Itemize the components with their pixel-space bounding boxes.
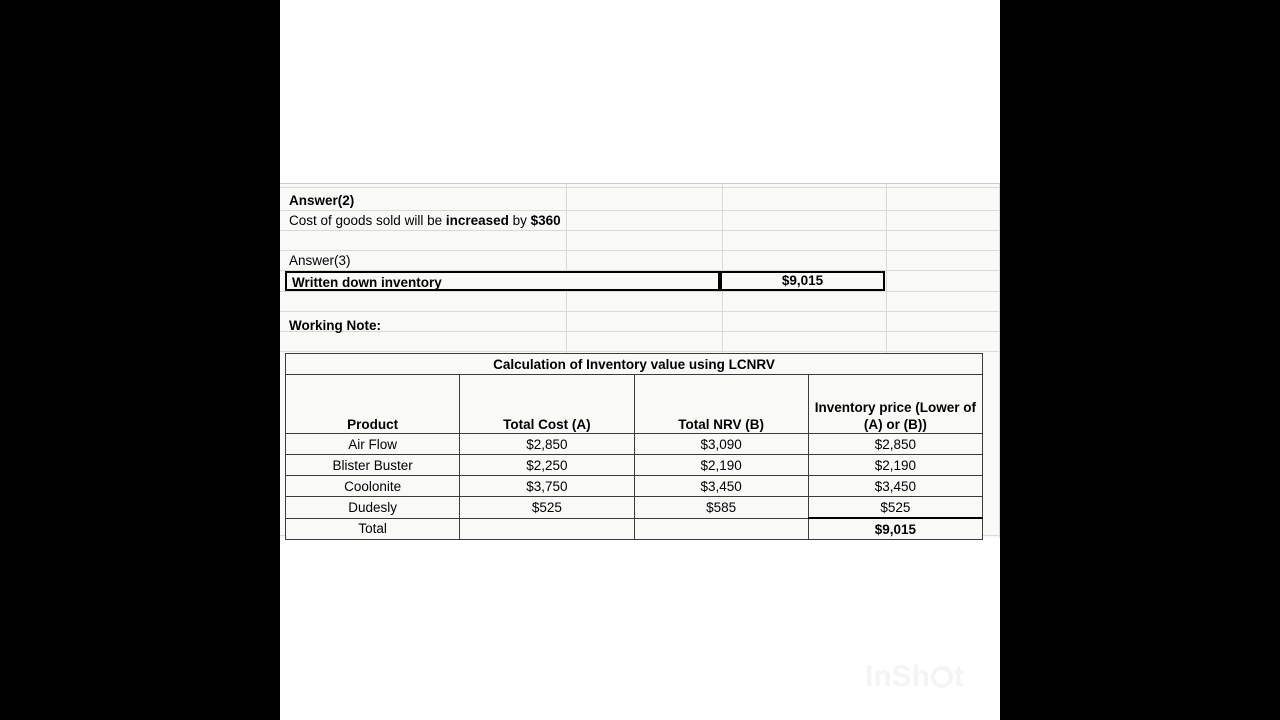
table-total-row[interactable] — [286, 518, 983, 540]
cell-product: Coolonite — [286, 476, 460, 497]
cell-total-nrv: $585 — [634, 497, 808, 519]
cell-inventory-price: $2,190 — [808, 455, 982, 476]
watermark-text-post: t — [954, 660, 964, 693]
grid-line-v — [999, 183, 1000, 538]
cell-total-cost-empty — [460, 518, 634, 540]
cell-total-nrv: $3,090 — [634, 434, 808, 455]
lcnrv-table-head — [286, 354, 983, 434]
cell-product: Air Flow — [286, 434, 460, 455]
written-down-inventory-box[interactable] — [285, 271, 720, 291]
grid-line-h — [280, 183, 1000, 184]
answer3-label: Answer(3) — [289, 253, 351, 268]
column-header-total-cost: Total Cost (A) — [460, 375, 634, 434]
grid-line-h — [280, 311, 1000, 312]
cogs-text-increased: increased — [445, 213, 509, 228]
answer2-label: Answer(2) — [289, 193, 355, 208]
watermark-o-icon — [931, 666, 953, 688]
column-header-product: Product — [286, 375, 460, 434]
table-title-row — [286, 354, 983, 375]
cell-inventory-price: $525 — [808, 497, 982, 519]
table-header-row — [286, 375, 983, 434]
cogs-statement — [289, 211, 561, 231]
spreadsheet-page — [280, 0, 1000, 720]
column-header-inventory-price: Inventory price (Lower of (A) or (B)) — [808, 375, 982, 434]
cogs-text-part1: Cost of goods sold will be — [289, 213, 446, 228]
watermark-text-pre: InSh — [865, 660, 930, 693]
table-row[interactable] — [286, 497, 983, 519]
cell-total-nrv: $3,450 — [634, 476, 808, 497]
working-note-label: Working Note: — [289, 318, 381, 333]
grid-line-h — [280, 250, 1000, 251]
grid-line-h — [280, 187, 1000, 188]
cell-inventory-price: $3,450 — [808, 476, 982, 497]
grid-line-h — [280, 331, 1000, 332]
written-down-inventory-value[interactable]: $9,015 — [720, 271, 885, 291]
cell-product: Blister Buster — [286, 455, 460, 476]
lcnrv-table-body — [286, 434, 983, 540]
spreadsheet-grid[interactable] — [280, 183, 1000, 538]
cell-total-cost: $2,250 — [460, 455, 634, 476]
table-row[interactable] — [286, 476, 983, 497]
cell-total-nrv: $2,190 — [634, 455, 808, 476]
grid-line-h — [280, 351, 1000, 352]
cell-product: Dudesly — [286, 497, 460, 519]
cogs-text-by: by — [508, 213, 531, 228]
cell-total-cost: $525 — [460, 497, 634, 519]
cell-total-cost: $2,850 — [460, 434, 634, 455]
inshot-watermark — [865, 660, 964, 694]
cell-inventory-price: $2,850 — [808, 434, 982, 455]
lcnrv-table-title: Calculation of Inventory value using LCNRV — [286, 354, 983, 375]
cell-total-inventory-price: $9,015 — [808, 518, 982, 540]
written-down-inventory-label: Written down inventory — [292, 275, 442, 290]
cell-total-label: Total — [286, 518, 460, 540]
table-row[interactable] — [286, 434, 983, 455]
table-row[interactable] — [286, 455, 983, 476]
cell-total-nrv-empty — [634, 518, 808, 540]
lcnrv-table[interactable] — [285, 353, 983, 540]
cogs-text-amount: $360 — [530, 213, 561, 228]
column-header-total-nrv: Total NRV (B) — [634, 375, 808, 434]
cell-total-cost: $3,750 — [460, 476, 634, 497]
